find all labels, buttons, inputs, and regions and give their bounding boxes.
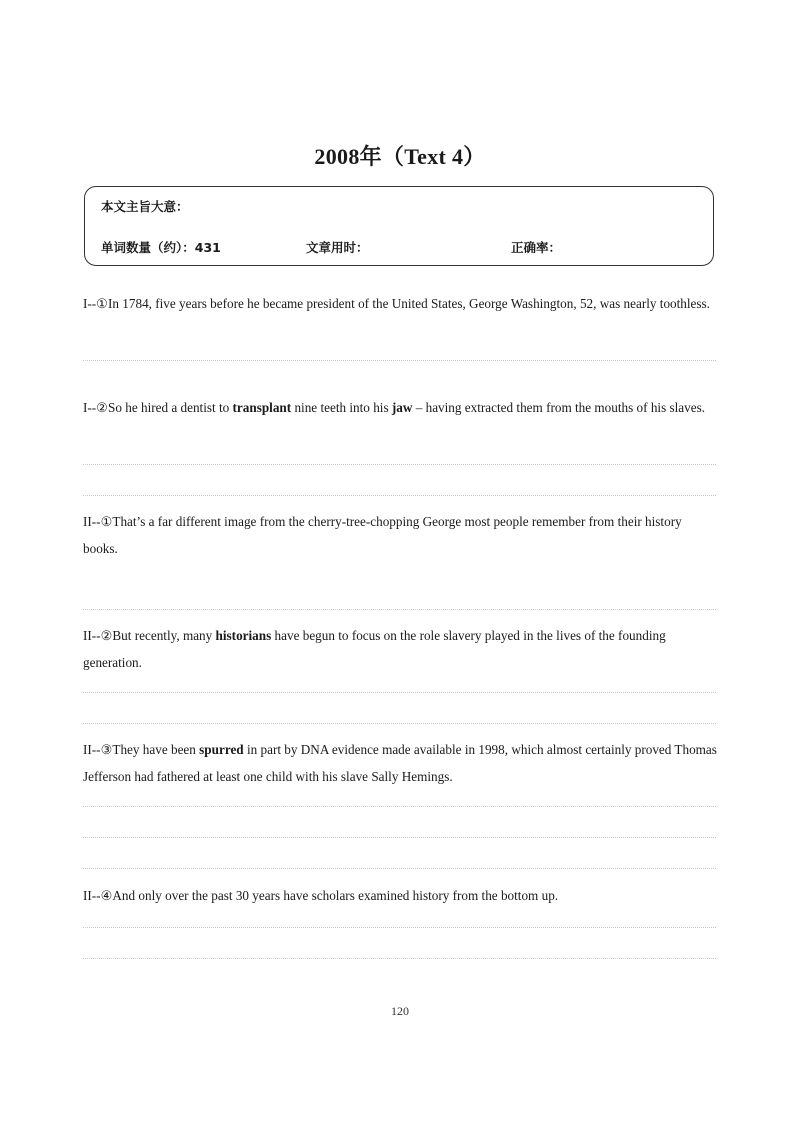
sentence-paragraph bbox=[83, 290, 718, 317]
answer-line bbox=[83, 609, 716, 610]
sentence-text: And only over the past 30 years have scholars examined history from the bottom up. bbox=[112, 888, 559, 903]
sentence-text: That’s a far different image from the cherry-tree-chopping George most people remember from their history books. bbox=[83, 514, 682, 556]
vocab-word: jaw bbox=[391, 400, 413, 415]
page-number: 120 bbox=[391, 1004, 409, 1018]
page-title: 2008年（Text 4） bbox=[314, 144, 486, 169]
sentence-text: So he hired a dentist to bbox=[108, 400, 233, 415]
vocab-word: historians bbox=[215, 628, 272, 643]
sentence-text: – having extracted them from the mouths of his slaves. bbox=[412, 400, 706, 415]
sentence-id: II--④ bbox=[83, 888, 113, 903]
info-box bbox=[84, 186, 714, 266]
answer-line bbox=[83, 927, 716, 928]
sentence-id: II--② bbox=[83, 628, 113, 643]
answer-line bbox=[83, 806, 716, 807]
sentence-id: I--② bbox=[83, 400, 108, 415]
sentence-paragraph bbox=[83, 508, 718, 562]
sentence-paragraph bbox=[83, 882, 718, 909]
word-count-value: 431 bbox=[194, 240, 221, 255]
sentence-paragraph bbox=[83, 622, 718, 676]
answer-line bbox=[83, 837, 716, 838]
summary-label: 本文主旨大意： bbox=[101, 199, 189, 214]
answer-line bbox=[83, 868, 716, 869]
sentence-text: They have been bbox=[112, 742, 200, 757]
answer-line bbox=[83, 723, 716, 724]
answer-line bbox=[83, 692, 716, 693]
accuracy-label: 正确率： bbox=[511, 240, 562, 255]
sentence-paragraph bbox=[83, 394, 718, 421]
vocab-word: spurred bbox=[199, 742, 244, 757]
sentence-text: In 1784, five years before he became president of the United States, George Washington, 52, was nearly toothless. bbox=[108, 296, 710, 311]
sentence-text: But recently, many bbox=[112, 628, 216, 643]
vocab-word: transplant bbox=[232, 400, 292, 415]
answer-line bbox=[83, 464, 716, 465]
sentence-id: II--③ bbox=[83, 742, 113, 757]
sentence-text: in part by DNA evidence made available in 1998, which almost certainly proved Thomas Jefferson had fathered at least one child with his slave Sally Hemings. bbox=[83, 742, 717, 784]
sentence-id: I--① bbox=[83, 296, 108, 311]
answer-line bbox=[83, 360, 716, 361]
word-count bbox=[101, 238, 221, 256]
sentence-text: have begun to focus on the role slavery played in the lives of the founding generation. bbox=[83, 628, 666, 670]
sentence-id: II--① bbox=[83, 514, 113, 529]
time-label: 文章用时： bbox=[306, 240, 369, 255]
answer-line bbox=[83, 958, 716, 959]
answer-line bbox=[83, 495, 716, 496]
sentence-paragraph bbox=[83, 736, 718, 790]
word-count-label: 单词数量（约）： bbox=[101, 240, 195, 255]
sentence-text: nine teeth into his bbox=[291, 400, 392, 415]
